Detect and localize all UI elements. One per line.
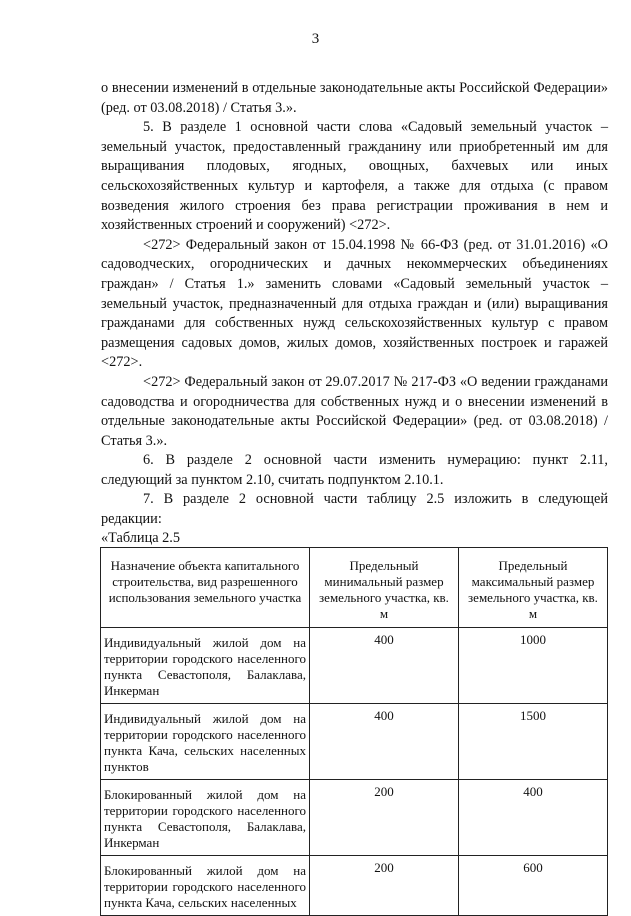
cell-min-size: 200	[310, 779, 459, 855]
page-number: 3	[311, 31, 320, 47]
table-row	[101, 779, 608, 855]
cell-object: Блокированный жилой дом на территории городского населенного пункта Севастополя, Балаклава, Инкерман	[101, 779, 310, 855]
paragraph-footnote-272-b: <272> Федеральный закон от 29.07.2017 № 217-ФЗ «О ведении гражданами садоводства и огородничества для собственных нужд и о внесении изменений в отдельные законодательные акты Российской Федерации» (ред. от 03.08.2018) / Статья 3.».	[101, 373, 608, 449]
document-body	[101, 79, 608, 916]
paragraph-item-7: 7. В разделе 2 основной части таблицу 2.5 изложить в следующей редакции:	[101, 491, 608, 528]
land-plot-size-table	[100, 547, 608, 916]
table-header-row	[101, 547, 608, 627]
cell-max-size: 1500	[459, 703, 608, 779]
cell-min-size: 400	[310, 627, 459, 703]
cell-object: Индивидуальный жилой дом на территории городского населенного пункта Севастополя, Балаклава, Инкерман	[101, 627, 310, 703]
cell-min-size: 200	[310, 855, 459, 915]
table-row	[101, 627, 608, 703]
table-row	[101, 855, 608, 915]
header-object-purpose: Назначение объекта капитального строительства, вид разрешенного использования земельного участка	[101, 547, 310, 627]
cell-min-size: 400	[310, 703, 459, 779]
cell-object: Индивидуальный жилой дом на территории городского населенного пункта Кача, сельских населенных пунктов	[101, 703, 310, 779]
header-min-size: Предельный минимальный размер земельного участка, кв. м	[310, 547, 459, 627]
paragraph-continuation: о внесении изменений в отдельные законодательные акты Российской Федерации» (ред. от 03.08.2018) / Статья 3.».	[101, 80, 608, 116]
paragraph-footnote-272-a: <272> Федеральный закон от 15.04.1998 № 66-ФЗ (ред. от 31.01.2016) «О садоводческих, огороднических и дачных некоммерческих объединениях граждан» / Статья 1.» заменить словами «Садовый земельный участок – земельный участок, предназначенный для отдыха граждан и (или) выращивания гражданами для собственных нужд сельскохозяйственных культур с правом размещения садовых домов, жилых домов, хозяйственных построек и гаражей <272>.	[101, 236, 608, 371]
cell-max-size: 600	[459, 855, 608, 915]
table-row	[101, 703, 608, 779]
cell-object: Блокированный жилой дом на территории городского населенного пункта Кача, сельских населенных	[101, 855, 310, 915]
paragraph-item-6: 6. В разделе 2 основной части изменить нумерацию: пункт 2.11, следующий за пунктом 2.10, считать подпунктом 2.10.1.	[101, 452, 608, 488]
cell-max-size: 1000	[459, 627, 608, 703]
paragraph-item-5: 5. В разделе 1 основной части слова «Садовый земельный участок – земельный участок, предоставленный гражданину или приобретенный им для выращивания плодовых, ягодных, овощных, бахчевых или иных сельскохозяйственных культур и картофеля, а также для отдыха (с правом возведения жилого строения без права регистрации проживания в нем и хозяйственных строений и сооружений) <272>.	[101, 119, 608, 234]
header-max-size: Предельный максимальный размер земельного участка, кв. м	[459, 547, 608, 627]
cell-max-size: 400	[459, 779, 608, 855]
table-caption: «Таблица 2.5	[101, 529, 181, 546]
